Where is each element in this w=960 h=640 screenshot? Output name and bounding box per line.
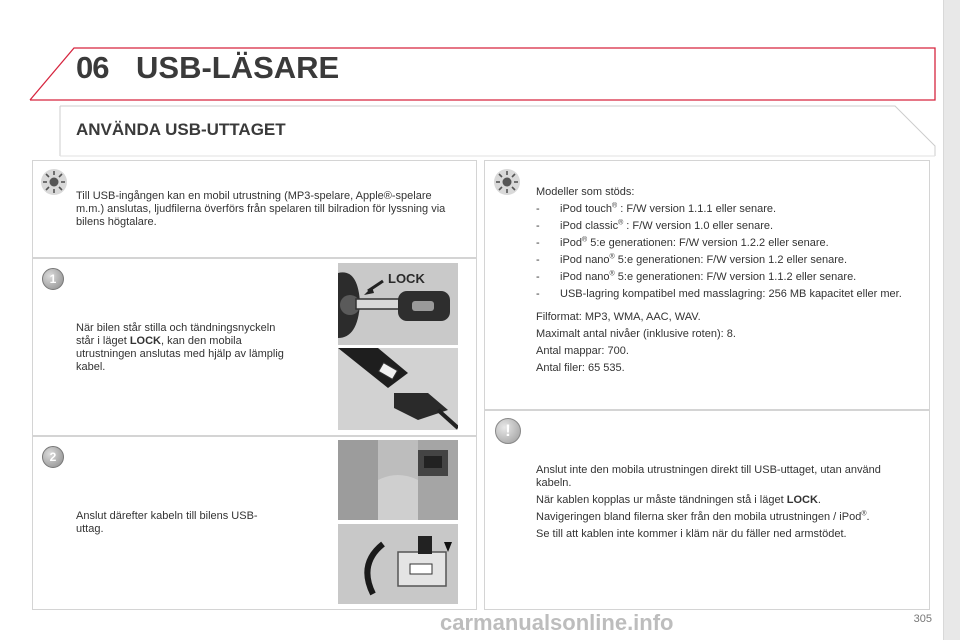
models-block [536,186,916,379]
warning-line: När kablen kopplas ur måste tändningen stå i läget LOCK. [536,494,821,506]
list-item: - iPod touch® : F/W version 1.1.1 eller senare. [536,203,916,216]
list-item: - iPod® 5:e generationen: F/W version 1.2.2 eller senare. [536,237,916,250]
info-sun-icon [493,168,521,196]
list-item: - iPod classic® : F/W version 1.0 eller senare. [536,220,916,233]
list-item: - iPod nano® 5:e generationen: F/W version 1.1.2 eller senare. [536,271,916,284]
spec-line: Antal filer: 65 535. [536,362,625,374]
list-item: - USB-lagring kompatibel med masslagring: 256 MB kapacitet eller mer. [536,288,916,301]
models-heading: Modeller som stöds: [536,186,635,198]
info-sun-icon [40,168,68,196]
step1-badge: 1 [42,268,64,290]
spec-line: Filformat: MP3, WMA, AAC, WAV. [536,311,701,323]
step2-text: Anslut därefter kabeln till bilens USB-uttag. [76,510,258,535]
intro-text: Till USB-ingången kan en mobil utrustning (MP3-spelare, Apple®-spelare m.m.) anslutas, ljudfilerna överförs från spelaren till bilradion för lyssning via bilens högtalare. [76,190,446,228]
section-title: ANVÄNDA USB-UTTAGET [76,120,286,139]
warning-block [536,464,906,541]
warning-line: Se till att kablen inte kommer i kläm när du fäller ned armstödet. [536,528,847,540]
chapter-title: USB-LÄSARE [136,50,340,85]
step2-badge: 2 [42,446,64,468]
usb-port-illustration [338,524,458,604]
chapter-number: 06 [76,50,109,85]
models-list [536,203,916,301]
warning-line: Anslut inte den mobila utrustningen direkt till USB-uttaget, utan använd kabeln. [536,464,881,489]
warning-line: Navigeringen bland filerna sker från den mobila utrustningen / iPod®. [536,510,870,523]
spec-line: Maximalt antal nivåer (inklusive roten): 8. [536,328,736,340]
warning-icon: ! [495,418,521,444]
usb-cable-illustration [338,348,458,430]
list-item: - iPod nano® 5:e generationen: F/W version 1.2 eller senare. [536,254,916,267]
page-number: 305 [913,613,932,625]
step1-text: När bilen står stilla och tändningsnyckeln står i läget LOCK, kan den mobila utrustningen anslutas med hjälp av lämplig kabel. [76,322,284,373]
specs-block [536,311,916,375]
ignition-key-illustration [338,263,458,345]
armrest-illustration [338,440,458,520]
spec-line: Antal mappar: 700. [536,345,629,357]
lock-image-label: LOCK [388,271,425,286]
watermark: carmanualsonline.info [440,610,674,635]
